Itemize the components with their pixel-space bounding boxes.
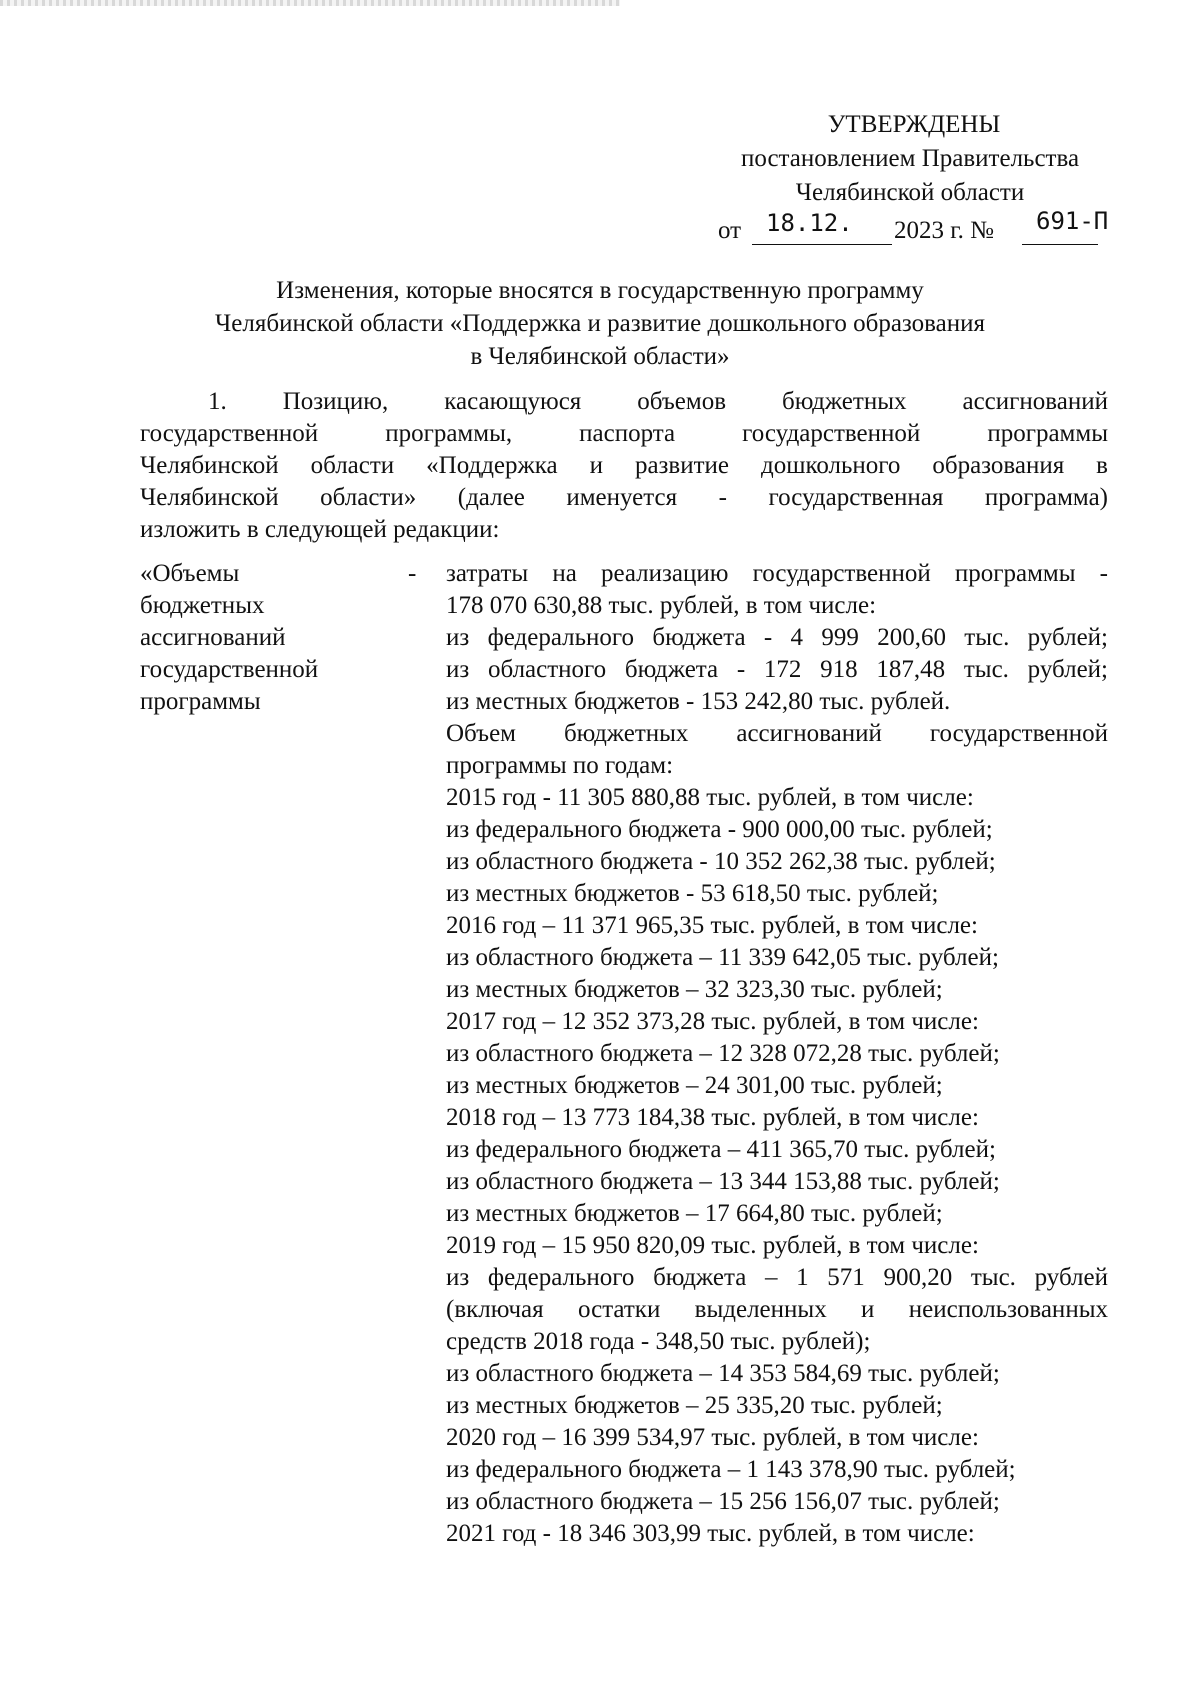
content-line: из федерального бюджета - 4 999 200,60 тыс. рублей; (446, 624, 1108, 651)
paragraph-1 (140, 386, 1108, 546)
content-line: программы по годам: (446, 752, 674, 779)
paragraph-line: государственной программы, паспорта государственной программы (140, 420, 1108, 447)
content-line: из областного бюджета - 10 352 262,38 тыс. рублей; (446, 848, 996, 875)
content-line: Объем бюджетных ассигнований государственной (446, 720, 1108, 747)
content-line: из федерального бюджета – 1 571 900,20 тыс. рублей (446, 1264, 1108, 1291)
content-line: из федерального бюджета - 900 000,00 тыс. рублей; (446, 816, 993, 843)
title-line: Челябинской области «Поддержка и развитие дошкольного образования (215, 310, 985, 337)
approval-line-2: Челябинской области (795, 179, 1025, 206)
content-line: из областного бюджета – 13 344 153,88 тыс. рублей; (446, 1168, 1000, 1195)
content-line: 2016 год – 11 371 965,35 тыс. рублей, в том числе: (446, 912, 978, 939)
paragraph-line: Челябинской области «Поддержка и развитие дошкольного образования в (140, 452, 1108, 479)
approval-date: 18.12. (766, 209, 853, 237)
content-line: 2017 год – 12 352 373,28 тыс. рублей, в том числе: (446, 1008, 979, 1035)
content-line: 2019 год – 15 950 820,09 тыс. рублей, в том числе: (446, 1232, 979, 1259)
content-line: из областного бюджета – 12 328 072,28 тыс. рублей; (446, 1040, 1000, 1067)
content-line: из федерального бюджета – 411 365,70 тыс. рублей; (446, 1136, 996, 1163)
label-line: «Объемы (140, 560, 240, 587)
approval-line-1: постановлением Правительства (740, 145, 1080, 172)
label-line: государственной (140, 656, 319, 683)
date-prefix: от (718, 217, 742, 244)
content-line: из местных бюджетов - 153 242,80 тыс. рублей. (446, 688, 951, 715)
approval-stamp (700, 108, 1120, 250)
content-line: 2015 год - 11 305 880,88 тыс. рублей, в том числе: (446, 784, 974, 811)
content-line: из местных бюджетов – 32 323,30 тыс. рублей; (446, 976, 943, 1003)
content-line: из федерального бюджета – 1 143 378,90 тыс. рублей; (446, 1456, 1016, 1483)
position-dash: - (408, 560, 417, 587)
content-line: из областного бюджета – 14 353 584,69 тыс. рублей; (446, 1360, 1000, 1387)
approval-heading: УТВЕРЖДЕНЫ (827, 111, 1001, 138)
title-line: в Челябинской области» (470, 343, 730, 370)
content-line: 2021 год - 18 346 303,99 тыс. рублей, в том числе: (446, 1520, 975, 1547)
paragraph-line: изложить в следующей редакции: (140, 516, 500, 543)
content-line: из местных бюджетов – 25 335,20 тыс. рублей; (446, 1392, 943, 1419)
approval-year: 2023 г. № (894, 217, 995, 244)
content-line: (включая остатки выделенных и неиспользованных (446, 1296, 1108, 1323)
content-line: из областного бюджета - 172 918 187,48 тыс. рублей; (446, 656, 1108, 683)
label-line: ассигнований (140, 624, 286, 651)
position-label (140, 558, 370, 718)
content-line: средств 2018 года - 348,50 тыс. рублей); (446, 1328, 871, 1355)
content-line: 2018 год – 13 773 184,38 тыс. рублей, в том числе: (446, 1104, 979, 1131)
content-line: затраты на реализацию государственной программы - (446, 560, 1108, 587)
content-line: 178 070 630,88 тыс. рублей, в том числе: (446, 592, 877, 619)
approval-date-line (700, 207, 1120, 250)
content-line: из местных бюджетов – 17 664,80 тыс. рублей; (446, 1200, 943, 1227)
content-line: из областного бюджета – 11 339 642,05 тыс. рублей; (446, 944, 999, 971)
document-title (140, 274, 1060, 373)
content-line: из местных бюджетов - 53 618,50 тыс. рублей; (446, 880, 939, 907)
label-line: бюджетных (140, 592, 265, 619)
approval-number: 691-П (1036, 207, 1109, 235)
label-line: программы (140, 688, 261, 715)
content-line: из областного бюджета – 15 256 156,07 тыс. рублей; (446, 1488, 1000, 1515)
scan-artifact (0, 0, 620, 6)
paragraph-line: 1. Позицию, касающуюся объемов бюджетных ассигнований (208, 388, 1108, 415)
content-line: 2020 год – 16 399 534,97 тыс. рублей, в том числе: (446, 1424, 979, 1451)
position-content (446, 558, 1108, 1550)
title-line: Изменения, которые вносятся в государственную программу (276, 277, 924, 304)
content-line: из местных бюджетов – 24 301,00 тыс. рублей; (446, 1072, 943, 1099)
paragraph-line: Челябинской области» (далее именуется - государственная программа) (140, 484, 1108, 511)
